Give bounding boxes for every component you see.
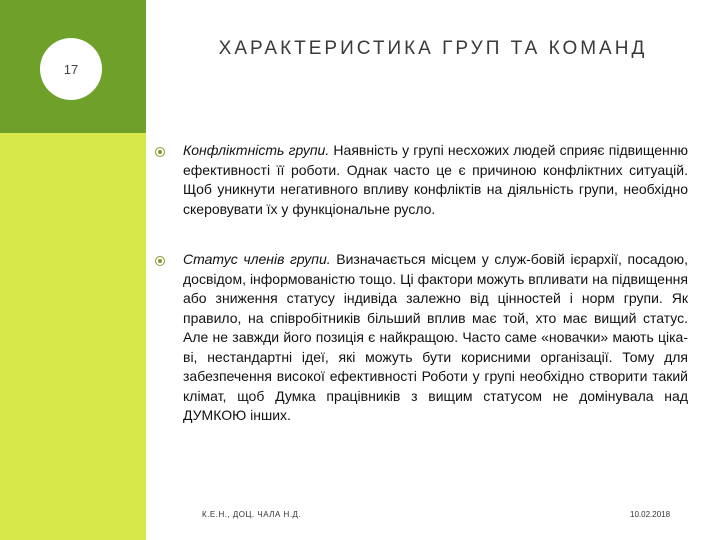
bullet-item <box>150 141 688 217</box>
bullet-body: Наявність у групі несхожих людей сприяє підвищенню ефективності її роботи. Однак часто це є причиною конфліктних ситуацій. Щоб уникнути негативного впливу конфліктів на діяльність групи, необхідно скеровувати їх у функціональне русло. <box>183 142 688 217</box>
header-band <box>146 0 720 133</box>
bullet-term: Статус членів групи. <box>183 251 331 267</box>
slide-number: 17 <box>63 61 79 77</box>
slide-content <box>150 133 710 540</box>
bullet-icon <box>155 256 165 266</box>
bullet-term: Конфліктність групи. <box>183 142 330 158</box>
bullet-text <box>183 141 688 219</box>
slide-number-badge <box>40 38 102 100</box>
sidebar-bottom-band <box>0 133 146 540</box>
footer-date: 10.02.2018 <box>630 510 671 519</box>
footer-author: К.Е.Н., ДОЦ. ЧАЛА Н.Д. <box>202 510 302 519</box>
slide-title: ХАРАКТЕРИСТИКА ГРУП ТА КОМАНД <box>218 38 648 59</box>
bullet-body: Визначається місцем у служ-бовій ієрархії, посадою, досвідом, інформованістю тощо. Ці фактори можуть впливати на підвищення або зниження статусу індивіда залежно від цінностей і норм групи. Як правило, на співробітників більший вплив має той, хто має вищий статус. Але не завжди його позиція є найкращою. Часто саме «новачки» мають ціка-ві, нестандартні ідеї, які можуть бути корисними організації. Тому для забезпечення високої ефективності Роботи у групі необхідно створити такий клімат, щоб Думка працівників з вищим статусом не домінувала над ДУМКОЮ інших. <box>183 251 688 423</box>
bullet-icon <box>155 147 165 157</box>
bullet-text <box>183 250 688 426</box>
bullet-item <box>150 250 688 423</box>
